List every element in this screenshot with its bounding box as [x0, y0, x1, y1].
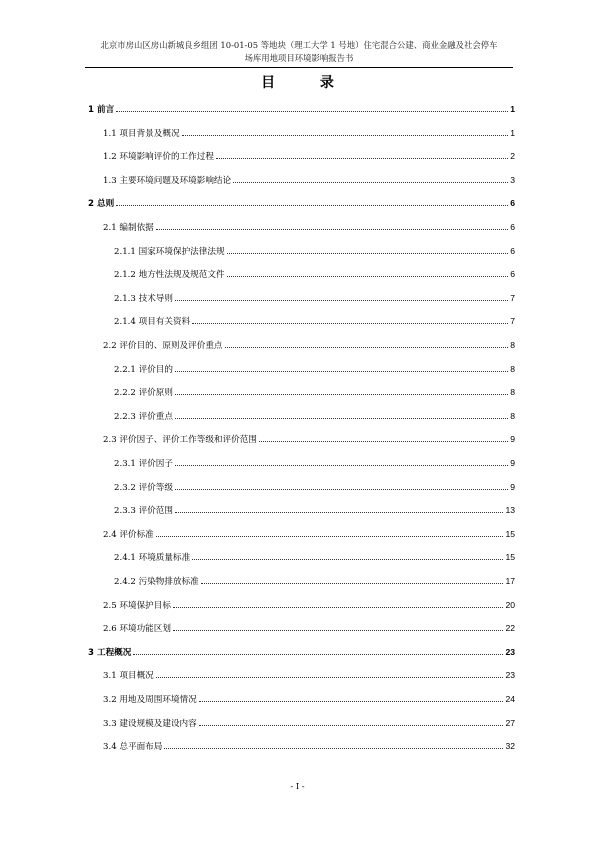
toc-entry-page: 8 — [510, 363, 515, 374]
toc-entry-page: 22 — [505, 623, 515, 634]
toc-entry[interactable] — [114, 385, 515, 399]
toc-dot-leader — [164, 748, 503, 749]
toc-entry-label: 1 前言 — [88, 105, 115, 115]
toc-entry-label: 2.2.2 评价原则 — [114, 388, 173, 399]
toc-entry[interactable] — [114, 480, 515, 494]
toc-dot-leader — [175, 512, 503, 513]
toc-entry[interactable] — [88, 645, 515, 659]
toc-entry[interactable] — [88, 196, 515, 210]
toc-entry-label: 2.3.3 评价范围 — [114, 506, 173, 517]
toc-entry-page: 3 — [510, 174, 515, 185]
toc-entry[interactable] — [103, 432, 515, 446]
toc-dot-leader — [201, 583, 504, 584]
toc-title: 目 录 — [261, 75, 354, 91]
toc-entry-label: 3.1 项目概况 — [103, 671, 154, 682]
toc-entry[interactable] — [103, 173, 515, 187]
toc-entry-label: 2.2.1 评价目的 — [114, 364, 173, 375]
toc-entry[interactable] — [114, 574, 515, 588]
toc-entry-page: 23 — [505, 646, 515, 657]
toc-entry[interactable] — [103, 126, 515, 140]
toc-entry[interactable] — [114, 362, 515, 376]
toc-entry-page: 9 — [510, 458, 515, 468]
toc-dot-leader — [199, 701, 504, 702]
toc-entry-page: 6 — [510, 222, 515, 232]
toc-entry-page: 9 — [510, 434, 515, 445]
toc-entry[interactable] — [114, 503, 515, 517]
toc-entry-page: 15 — [505, 528, 515, 539]
toc-entry-label: 3.4 总平面布局 — [103, 742, 163, 753]
toc-dot-leader — [173, 607, 503, 608]
toc-entry[interactable] — [103, 692, 515, 706]
toc-dot-leader — [156, 536, 504, 537]
toc-entry-page: 13 — [505, 505, 515, 516]
running-header — [85, 39, 513, 65]
toc-dot-leader — [192, 559, 503, 560]
toc-entry-page: 7 — [510, 292, 515, 303]
toc-dot-leader — [173, 630, 503, 631]
toc-entry-page: 6 — [510, 269, 515, 280]
toc-entry-page: 1 — [510, 104, 515, 114]
toc-entry-label: 2.3.1 评价因子 — [114, 459, 173, 469]
toc-entry-page: 9 — [510, 481, 515, 492]
page-number: - I - — [290, 781, 305, 791]
toc-dot-leader — [175, 489, 508, 490]
toc-entry-page: 20 — [505, 599, 515, 610]
running-header-line-2: 场库用地项目环境影响报告书 — [244, 53, 354, 63]
toc-entry-page: 15 — [505, 552, 515, 563]
toc-dot-leader — [133, 654, 503, 655]
toc-entry-page: 8 — [510, 340, 515, 350]
toc-entry[interactable] — [103, 621, 515, 635]
toc-entry[interactable] — [103, 149, 515, 163]
toc-entry-label: 2.1 编制依据 — [103, 223, 154, 233]
toc-dot-leader — [182, 135, 509, 136]
toc-entry[interactable] — [103, 220, 515, 234]
toc-dot-leader — [225, 347, 509, 348]
toc-entry[interactable] — [103, 598, 515, 612]
toc-entry[interactable] — [103, 668, 515, 682]
toc-entry-label: 1.1 项目背景及概况 — [103, 128, 180, 139]
toc-entry-label: 2.4.2 污染物排放标准 — [114, 577, 199, 587]
toc-entry[interactable] — [114, 291, 515, 305]
toc-dot-leader — [227, 276, 509, 277]
toc-entry-page: 27 — [505, 717, 515, 728]
toc-entry-page: 23 — [505, 670, 515, 681]
toc-entry[interactable] — [114, 550, 515, 564]
toc-entry-label: 2.3 评价因子、评价工作等级和评价范围 — [103, 435, 257, 446]
toc-entry[interactable] — [114, 267, 515, 281]
toc-entry-page: 8 — [510, 387, 515, 398]
toc-entry-label: 2.4.1 环境质量标准 — [114, 553, 191, 564]
toc-dot-leader — [116, 205, 508, 206]
toc-dot-leader — [175, 418, 508, 419]
toc-entry[interactable] — [114, 244, 515, 258]
toc-dot-leader — [199, 725, 504, 726]
toc-dot-leader — [175, 371, 508, 372]
toc-entry-page: 6 — [510, 198, 515, 209]
toc-entry-label: 1.2 环境影响评价的工作过程 — [103, 152, 214, 163]
toc-dot-leader — [175, 465, 508, 466]
toc-dot-leader — [156, 229, 508, 230]
toc-entry[interactable] — [103, 527, 515, 541]
toc-entry-label: 1.3 主要环境问题及环境影响结论 — [103, 175, 232, 186]
toc-entry[interactable] — [114, 314, 515, 328]
running-header-line-1: 北京市房山区房山新城良乡组团 10-01-05 等地块（理工大学 1 号地）住宅混合公建、商业金融及社会停车 — [100, 40, 498, 50]
toc-entry-page: 8 — [510, 410, 515, 421]
toc-entry-label: 2.6 环境功能区划 — [103, 624, 171, 635]
toc-entry-label: 2.1.1 国家环境保护法律法规 — [114, 246, 225, 257]
toc-entry-label: 2.3.2 评价等级 — [114, 482, 173, 493]
toc-entry-page: 7 — [510, 316, 515, 327]
toc-entry[interactable] — [114, 456, 515, 470]
toc-entry-label: 2.4 评价标准 — [103, 529, 154, 540]
toc-dot-leader — [156, 677, 504, 678]
toc-entry-label: 2.2.3 评价重点 — [114, 411, 173, 422]
toc-dot-leader — [116, 111, 508, 112]
header-divider — [85, 67, 513, 68]
toc-entry-label: 2.2 评价目的、原则及评价重点 — [103, 341, 223, 351]
toc-entry-label: 3.2 用地及周围环境情况 — [103, 695, 197, 705]
toc-entry[interactable] — [103, 739, 515, 753]
toc-dot-leader — [175, 394, 508, 395]
toc-dot-leader — [192, 323, 508, 324]
toc-dot-leader — [227, 253, 509, 254]
toc-entry-label: 3.3 建设规模及建设内容 — [103, 718, 197, 729]
toc-entry-page: 24 — [505, 694, 515, 704]
toc-dot-leader — [175, 300, 508, 301]
toc-entry-label: 2.1.2 地方性法规及规范文件 — [114, 270, 225, 281]
toc-entry-label: 2.1.3 技术导则 — [114, 293, 173, 304]
toc-entry-page: 2 — [510, 151, 515, 162]
toc-entry-label: 2.5 环境保护目标 — [103, 600, 171, 611]
toc-entry[interactable] — [103, 338, 515, 352]
toc-entry[interactable] — [114, 409, 515, 423]
toc-entry[interactable] — [88, 102, 515, 116]
toc-entry-page: 32 — [505, 741, 515, 752]
toc-entry-label: 2 总则 — [88, 199, 115, 210]
toc-entry-page: 6 — [510, 245, 515, 256]
toc-entry-page: 1 — [510, 127, 515, 138]
toc-entry-page: 17 — [505, 576, 515, 586]
toc-entry-label: 2.1.4 项目有关资料 — [114, 317, 191, 328]
toc-entry[interactable] — [103, 716, 515, 730]
toc-dot-leader — [259, 441, 508, 442]
toc-dot-leader — [233, 182, 508, 183]
toc-entry-label: 3 工程概况 — [88, 647, 132, 658]
toc-dot-leader — [216, 158, 508, 159]
